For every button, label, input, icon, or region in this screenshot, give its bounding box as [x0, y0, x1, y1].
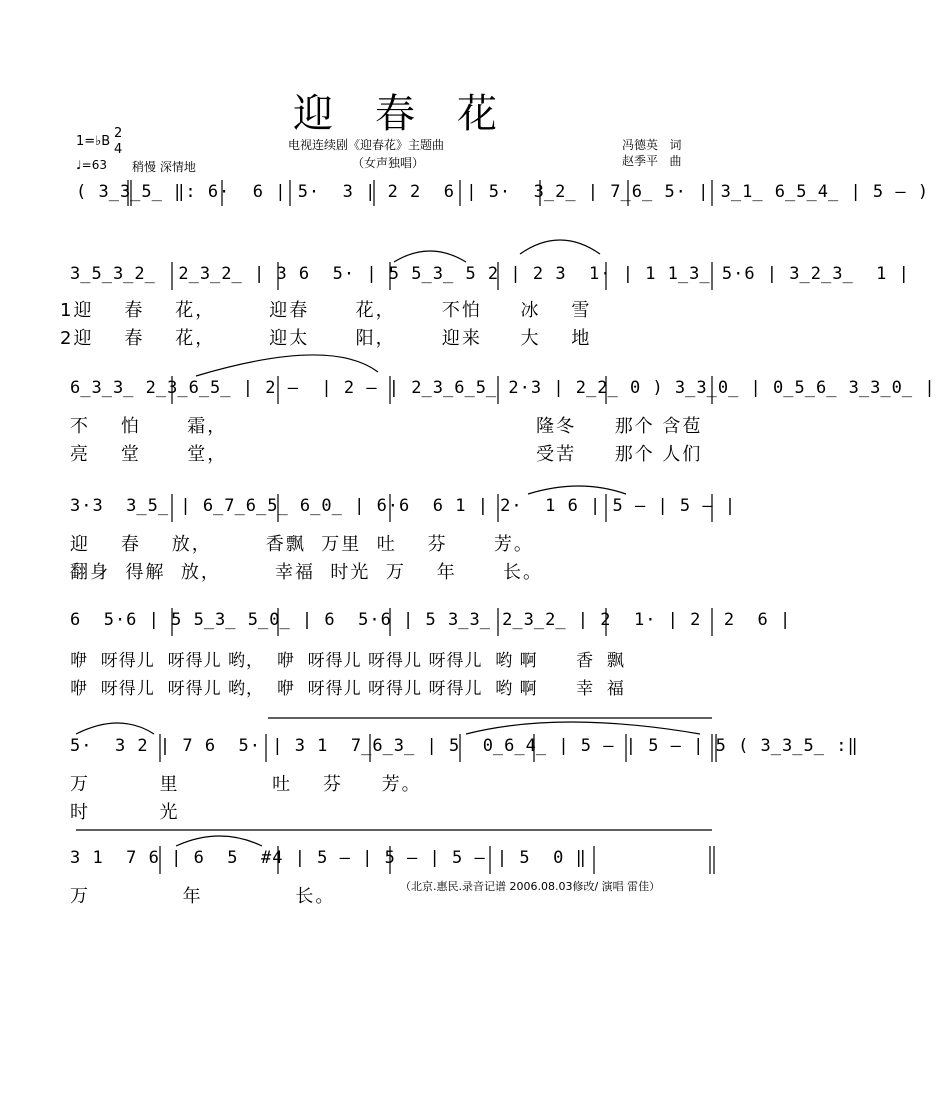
- lyrics-line-3-verse-2: 亮 堂 堂， 受苦 那个 人们: [70, 444, 703, 465]
- notation-line-5: 6 5·6 | 5 5̲3̲ 5̲0̲ | 6 5·6 | 5 3̲3̲ 2̲3̲2̲ | 2 1· | 2 2 6 |: [70, 610, 792, 630]
- song-title: 迎春花: [293, 91, 539, 137]
- time-signature-bottom: 4: [114, 142, 123, 157]
- subtitle: 电视连续剧《迎春花》主题曲: [288, 138, 445, 152]
- notation-line-7: 3 1 7 6 | 6 5 #4 | 5 – | 5 – | 5 – | 5 0 ‖: [70, 848, 587, 868]
- notation-line-4: 3·3 3̲5̲ | 6̲7̲6̲5̲ 6̲0̲ | 6·6 6 1 | 2· 1 6 | 5 – | 5 – |: [70, 496, 737, 516]
- lyrics-line-6-verse-1: 万 里 吐 芬 芳。: [70, 774, 422, 795]
- lyrics-line-4-verse-2: 翻身 得解 放， 幸福 时光 万 年 长。: [70, 562, 544, 583]
- notation-line-2: 3̲5̲3̲2̲ 2̲3̲2̲ | 3 6 5· | 5 5̲3̲ 5 2 | 2 3 1· | 1 1̲3̲ 5·6 | 3̲2̲3̲ 1 |: [70, 264, 910, 284]
- lyrics-line-2-verse-2: 2迎 春 花， 迎太 阳， 迎来 大 地: [60, 328, 592, 349]
- tempo-mark: ♩=63: [76, 158, 107, 172]
- lyricist-credit: 冯德英 词: [622, 138, 682, 152]
- notation-line-6: 5· 3 2 | 7 6 5· | 3 1 7̲6̲3̲ | 5 0̲6̲4̲ | 5 – | 5 – | 5 ( 3̲3̲5̲ :‖: [70, 736, 859, 756]
- lyrics-line-5-verse-1: 咿 呀得儿 呀得儿 哟， 咿 呀得儿 呀得儿 呀得儿 哟 啊 香 飘: [70, 651, 625, 671]
- footer-note: （北京.惠民.录音记谱 2006.08.03修改/ 演唱 雷佳）: [400, 880, 661, 893]
- lyrics-line-4-verse-1: 迎 春 放， 香飘 万里 吐 芬 芳。: [70, 534, 534, 555]
- composer-credit: 赵季平 曲: [622, 154, 682, 168]
- lyrics-line-6-verse-2: 时 光: [70, 802, 180, 823]
- lyrics-line-3-verse-1: 不 怕 霜， 隆冬 那个 含苞: [70, 416, 703, 437]
- voice-type: （女声独唱）: [352, 156, 425, 170]
- lyrics-line-7-verse-1: 万 年 长。: [70, 886, 336, 907]
- expression-mark: 稍慢 深情地: [132, 160, 196, 174]
- lyrics-line-5-verse-2: 咿 呀得儿 呀得儿 哟， 咿 呀得儿 呀得儿 呀得儿 哟 啊 幸 福: [70, 679, 625, 699]
- notation-line-1: ( 3̲3̲5̲ ‖: 6· 6 | 5· 3 | 2 2 6 | 5· 3̲2̲ | 7̲6̲ 5· | 3̲1̲ 6̲5̲4̲ | 5 – ): [76, 182, 930, 202]
- key-signature: 1=♭B: [76, 134, 111, 149]
- time-signature-top: 2: [114, 126, 123, 141]
- lyrics-line-2-verse-1: 1迎 春 花， 迎春 花， 不怕 冰 雪: [60, 300, 592, 321]
- notation-line-3: 6̲3̲3̲ 2̲3̲6̲5̲ | 2 – | 2 – | 2̲3̲6̲5̲ 2·3 | 2̲2̲ 0 ) 3̲3̲0̲ | 0̲5̲6̲ 3̲3̲0̲ |: [70, 378, 936, 398]
